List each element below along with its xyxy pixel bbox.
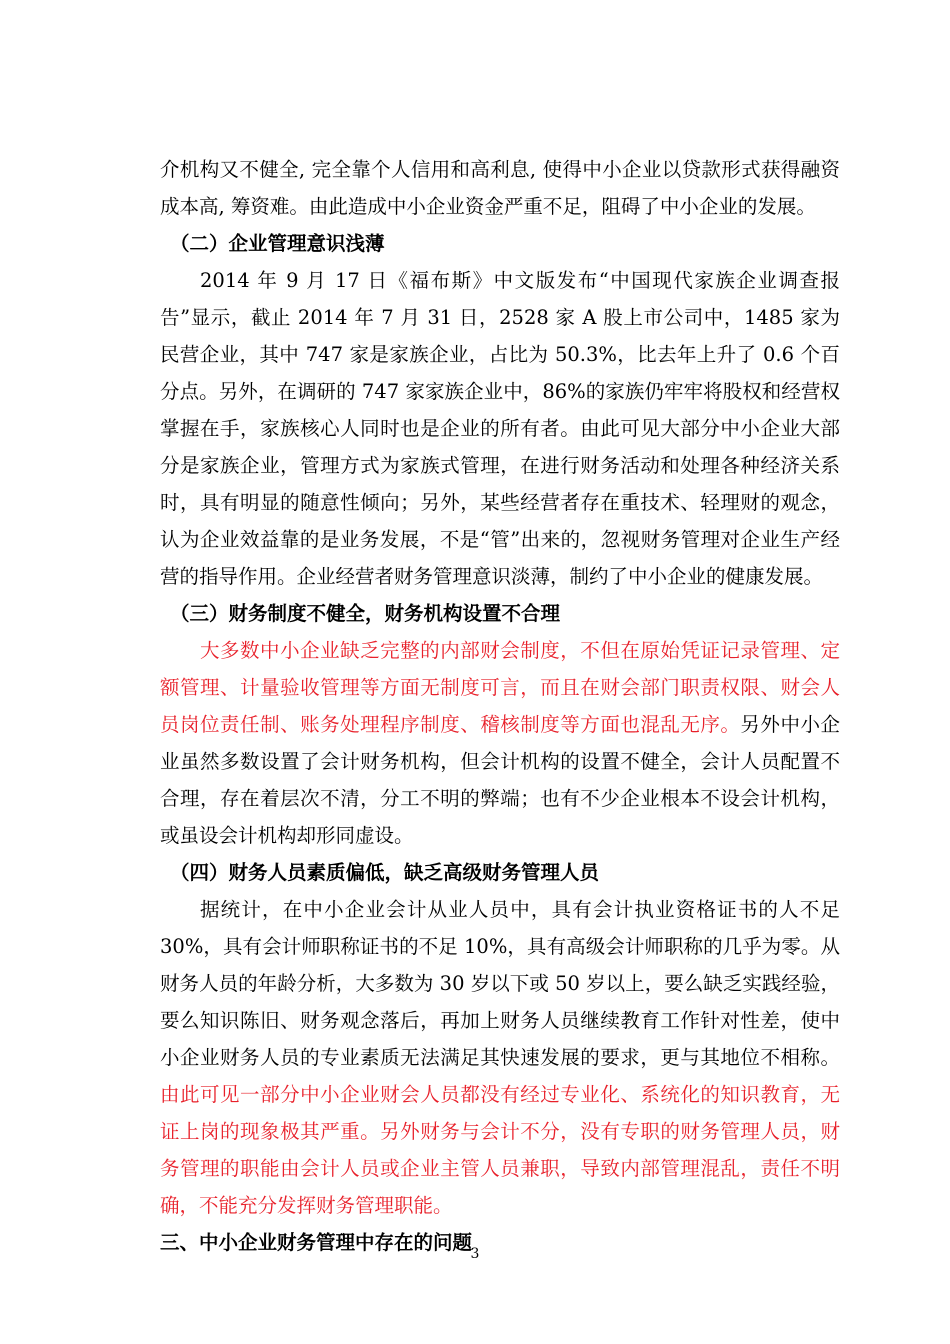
paragraph-staff-quality (160, 891, 840, 1224)
paragraph-family-enterprise: 2014 年 9 月 17 日《福布斯》中文版发布“中国现代家族企业调查报告”显示，截止 2014 年 7 月 31 日，2528 家 A 股上市公司中，1485 家为民营企业，其中 747 家是家族企业，占比为 50.3%，比去年上升了 0.6 个百分点。另外，在调研的 747 家家族企业中，86%的家族仍牢牢将股权和经营权掌握在手，家族核心人同时也是企业的所有者。由此可见大部分中小企业大部分是家族企业，管理方式为家族式管理，在进行财务活动和处理各种经济关系时，具有明显的随意性倾向；另外，某些经营者存在重技术、轻理财的观念，认为企业效益靠的是业务发展，不是“管”出来的，忽视财务管理对企业生产经营的指导作用。企业经营者财务管理意识淡薄，制约了中小企业的健康发展。 (160, 269, 840, 588)
heading-staff-quality: （四）财务人员素质偏低，缺乏高级财务管理人员 (170, 861, 600, 884)
paragraph-financial-system (160, 632, 840, 854)
document-body (160, 151, 840, 1261)
highlighted-text-staff-conclusion: 由此可见一部分中小企业财会人员都没有经过专业化、系统化的知识教育，无证上岗的现象极其严重。另外财务与会计不分，没有专职的财务管理人员，财务管理的职能由会计人员或企业主管人员兼职，导致内部管理混乱，责任不明确，不能充分发挥财务管理职能。 (160, 1083, 840, 1217)
page-number: 3 (470, 1246, 480, 1262)
text-accounting-institutions: 另外中小企业虽然多数设置了会计财务机构，但会计机构的设置不健全，会计人员配置不合理，存在着层次不清，分工不明的弊端；也有不少企业根本不设会计机构，或虽设会计机构却形同虚设。 (160, 713, 840, 847)
heading-financial-system: （三）财务制度不健全，财务机构设置不合理 (170, 602, 561, 625)
highlighted-text-internal-controls: 大多数中小企业缺乏完整的内部财会制度，不但在原始凭证记录管理、定额管理、计量验收管理等方面无制度可言，而且在财会部门职责权限、财会人员岗位责任制、账务处理程序制度、稽核制度等方面也混乱无序。 (160, 639, 840, 736)
paragraph-financing-continuation: 介机构又不健全, 完全靠个人信用和高利息, 使得中小企业以贷款形式获得融资成本高, 筹资难。由此造成中小企业资金严重不足，阻碍了中小企业的发展。 (160, 158, 840, 218)
section-heading-problems: 三、中小企业财务管理中存在的问题 (160, 1231, 473, 1254)
text-staff-statistics: 据统计，在中小企业会计从业人员中，具有会计执业资格证书的人不足 30%，具有会计师职称证书的不足 10%，具有高级会计师职称的几乎为零。从财务人员的年龄分析，大多数为 30 岁以下或 50 岁以上，要么缺乏实践经验，要么知识陈旧、财务观念落后，再加上财务人员继续教育工作针对性差，使中小企业财务人员的专业素质无法满足其快速发展的要求，更与其地位不相称。 (160, 898, 840, 1069)
heading-management-awareness: （二）企业管理意识浅薄 (170, 232, 385, 255)
